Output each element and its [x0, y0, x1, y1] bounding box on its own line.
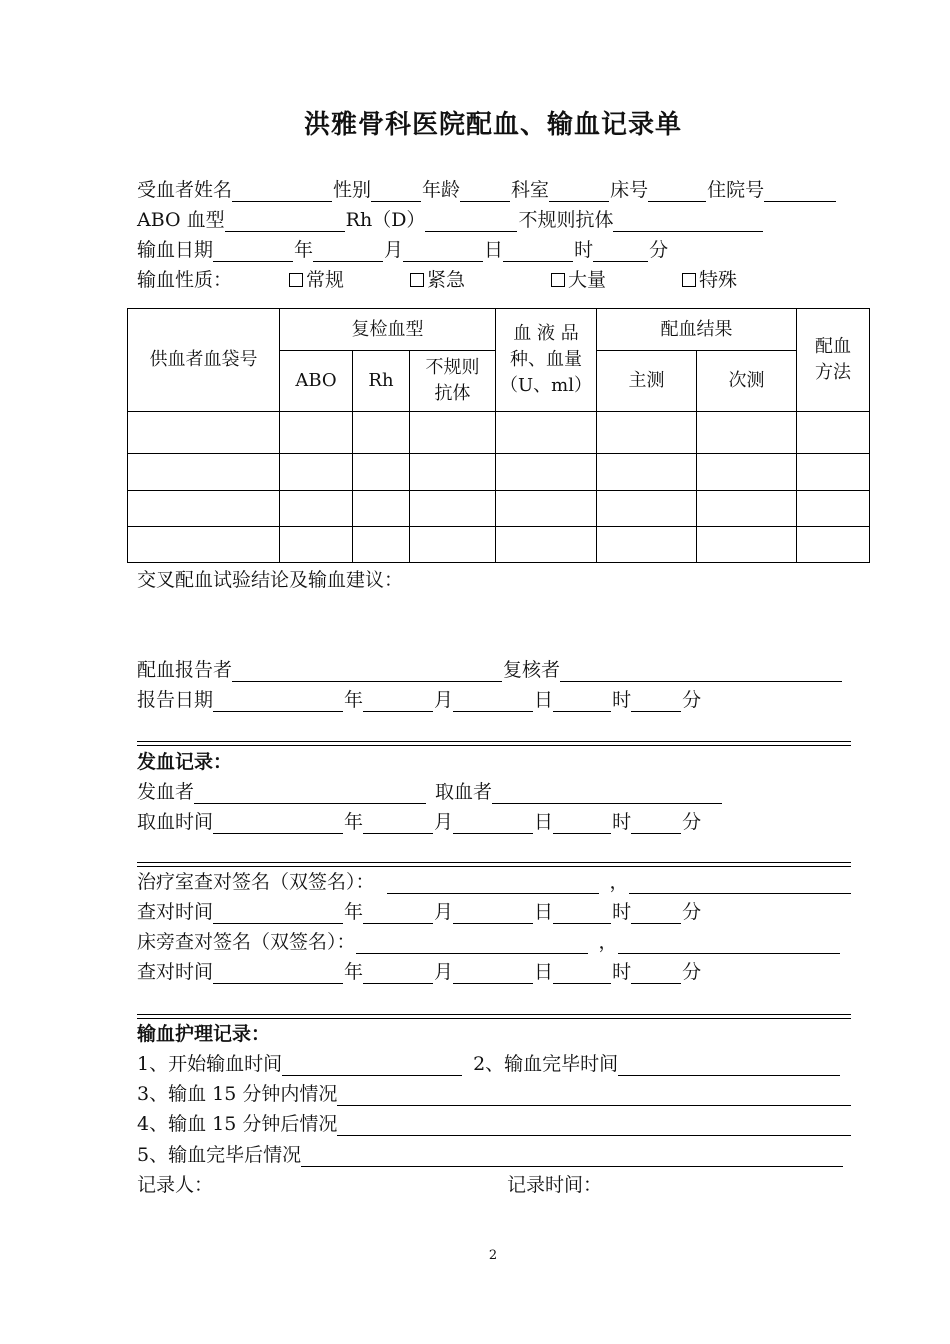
month-unit: 月 — [434, 961, 454, 983]
report-date-label: 报告日期 — [137, 689, 214, 711]
table-cell[interactable] — [128, 527, 280, 563]
table-cell[interactable] — [410, 412, 496, 454]
day-field[interactable] — [403, 241, 483, 262]
hour-unit: 时 — [612, 811, 632, 833]
match-method-header — [797, 309, 870, 412]
year-unit: 年 — [344, 901, 364, 923]
report-month-field[interactable] — [363, 691, 433, 712]
check-time-label: 查对时间 — [137, 901, 214, 923]
table-cell[interactable] — [128, 491, 280, 527]
day-unit: 日 — [534, 811, 554, 833]
section-divider — [137, 862, 851, 867]
emergency-option-label: 紧急 — [427, 269, 466, 291]
table-cell[interactable] — [797, 412, 870, 454]
minute-unit: 分 — [649, 239, 669, 261]
blood-product-header — [496, 309, 597, 412]
hour-unit: 时 — [612, 901, 632, 923]
transfusion-start-end-row — [137, 1052, 841, 1076]
page-number: 2 — [488, 1248, 498, 1263]
table-cell[interactable] — [797, 454, 870, 491]
minor-header: 次测 — [697, 351, 797, 412]
check-day-field[interactable] — [453, 903, 533, 924]
sex-label: 性别 — [333, 179, 372, 201]
recorder-label: 记录人： — [137, 1174, 214, 1196]
blood-type-row — [137, 208, 764, 232]
day-unit: 日 — [534, 689, 554, 711]
reviewer-label: 复核者 — [503, 659, 561, 681]
table-cell[interactable] — [697, 412, 797, 454]
table-cell[interactable] — [597, 527, 697, 563]
blood-product-line2: 种、血量 — [510, 349, 583, 370]
table-cell[interactable] — [353, 527, 410, 563]
report-day-field[interactable] — [453, 691, 533, 712]
minute-unit: 分 — [682, 689, 702, 711]
minute-field[interactable] — [593, 241, 648, 262]
admission-label: 住院号 — [707, 179, 765, 201]
record-time-label: 记录时间： — [507, 1174, 603, 1196]
month-unit: 月 — [384, 239, 404, 261]
within-15-row — [137, 1082, 852, 1106]
end-time-label: 2、输血完毕时间 — [473, 1053, 619, 1075]
treatment-check-label: 治疗室查对签名（双签名）： — [137, 871, 375, 893]
reporter-label: 配血报告者 — [137, 659, 233, 681]
transfusion-nature-label: 输血性质： — [137, 269, 233, 291]
bedside-year-field[interactable] — [213, 963, 343, 984]
table-row — [128, 454, 870, 491]
section-divider — [137, 741, 851, 746]
match-result-header: 配血结果 — [597, 309, 797, 351]
issuer-field[interactable] — [194, 783, 426, 804]
after-15-field[interactable] — [337, 1115, 851, 1136]
reviewer-field[interactable] — [560, 661, 842, 682]
conclusion-label: 交叉配血试验结论及输血建议： — [137, 569, 404, 591]
bedside-day-field[interactable] — [453, 963, 533, 984]
bedside-check-time-row — [137, 960, 701, 984]
table-cell[interactable] — [128, 412, 280, 454]
treatment-signature-2[interactable] — [629, 873, 851, 894]
minute-unit: 分 — [682, 961, 702, 983]
start-time-field[interactable] — [282, 1055, 462, 1076]
month-unit: 月 — [434, 689, 454, 711]
month-unit: 月 — [434, 811, 454, 833]
check-month-field[interactable] — [363, 903, 433, 924]
report-year-field[interactable] — [213, 691, 343, 712]
minute-unit: 分 — [682, 901, 702, 923]
year-field[interactable] — [213, 241, 293, 262]
table-row — [128, 527, 870, 563]
after-15-label: 4、输血 15 分钟后情况 — [137, 1113, 338, 1135]
hour-unit: 时 — [574, 239, 594, 261]
table-cell[interactable] — [280, 454, 353, 491]
table-cell[interactable] — [353, 412, 410, 454]
within-15-label: 3、输血 15 分钟内情况 — [137, 1083, 338, 1105]
table-cell[interactable] — [280, 412, 353, 454]
table-cell[interactable] — [410, 454, 496, 491]
routine-option-label: 常规 — [306, 269, 345, 291]
issue-heading: 发血记录： — [137, 751, 233, 773]
admission-field[interactable] — [764, 181, 836, 202]
table-cell[interactable] — [797, 491, 870, 527]
treatment-signature-1[interactable] — [387, 873, 599, 894]
rh-field[interactable] — [425, 211, 517, 232]
issue-hour-field[interactable] — [553, 813, 611, 834]
bedside-signature-1[interactable] — [356, 933, 588, 954]
crossmatch-table — [127, 308, 870, 563]
irregular-header — [410, 351, 496, 412]
bedside-minute-field[interactable] — [631, 963, 681, 984]
table-cell[interactable] — [410, 491, 496, 527]
table-cell[interactable] — [128, 454, 280, 491]
patient-name-field[interactable] — [232, 181, 332, 202]
day-unit: 日 — [534, 961, 554, 983]
table-cell[interactable] — [697, 527, 797, 563]
irregular-label: 不规则抗体 — [518, 209, 614, 231]
abo-header: ABO — [280, 351, 353, 412]
table-cell[interactable] — [496, 491, 597, 527]
transfusion-date-label: 输血日期 — [137, 239, 214, 261]
rh-header: Rh — [353, 351, 410, 412]
match-method-line1: 配血 — [815, 336, 852, 357]
bedside-check-label: 床旁查对签名（双签名）： — [137, 931, 356, 953]
irregular-line2: 抗体 — [434, 383, 471, 404]
table-cell[interactable] — [797, 527, 870, 563]
month-unit: 月 — [434, 901, 454, 923]
table-cell[interactable] — [597, 491, 697, 527]
table-row — [128, 412, 870, 454]
match-method-line2: 方法 — [815, 362, 852, 383]
day-unit: 日 — [484, 239, 504, 261]
minute-unit: 分 — [682, 811, 702, 833]
table-cell[interactable] — [496, 454, 597, 491]
issue-year-field[interactable] — [213, 813, 343, 834]
dept-label: 科室 — [511, 179, 550, 201]
sex-field[interactable] — [371, 181, 421, 202]
signature-separator: ， — [598, 931, 618, 953]
year-unit: 年 — [344, 961, 364, 983]
year-unit: 年 — [294, 239, 314, 261]
issue-day-field[interactable] — [453, 813, 533, 834]
issue-minute-field[interactable] — [631, 813, 681, 834]
hour-unit: 时 — [612, 689, 632, 711]
report-date-row — [137, 688, 701, 712]
table-cell[interactable] — [496, 527, 597, 563]
month-field[interactable] — [313, 241, 383, 262]
start-time-label: 1、开始输血时间 — [137, 1053, 283, 1075]
receiver-label: 取血者 — [435, 781, 493, 803]
after-complete-label: 5、输血完毕后情况 — [137, 1144, 302, 1166]
transfusion-nature-row — [137, 268, 737, 292]
document-title: 洪雅骨科医院配血、输血记录单 — [303, 110, 682, 140]
table-cell[interactable] — [697, 491, 797, 527]
patient-info-row — [137, 178, 837, 202]
treatment-check-row — [137, 870, 852, 894]
bed-field[interactable] — [648, 181, 706, 202]
table-cell[interactable] — [353, 454, 410, 491]
irregular-field[interactable] — [613, 211, 763, 232]
reporter-row — [137, 658, 843, 682]
issue-time-row — [137, 810, 701, 834]
within-15-field[interactable] — [337, 1085, 851, 1106]
age-field[interactable] — [460, 181, 510, 202]
dept-field[interactable] — [549, 181, 609, 202]
bed-label: 床号 — [610, 179, 649, 201]
table-cell[interactable] — [280, 491, 353, 527]
major-header: 主测 — [597, 351, 697, 412]
blood-product-line1: 血 液 品 — [513, 323, 579, 344]
special-option-label: 特殊 — [699, 269, 738, 291]
recheck-header: 复检血型 — [280, 309, 496, 351]
year-unit: 年 — [344, 811, 364, 833]
treatment-check-time-row — [137, 900, 701, 924]
recorder-row — [137, 1173, 602, 1197]
table-cell[interactable] — [280, 527, 353, 563]
year-unit: 年 — [344, 689, 364, 711]
hour-unit: 时 — [612, 961, 632, 983]
report-minute-field[interactable] — [631, 691, 681, 712]
transfusion-date-row — [137, 238, 668, 262]
check-year-field[interactable] — [213, 903, 343, 924]
reporter-field[interactable] — [232, 661, 502, 682]
routine-checkbox[interactable] — [289, 273, 303, 287]
day-unit: 日 — [534, 901, 554, 923]
section-divider — [137, 1014, 851, 1019]
issue-month-field[interactable] — [363, 813, 433, 834]
massive-checkbox[interactable] — [551, 273, 565, 287]
bedside-check-row — [137, 930, 841, 954]
table-cell[interactable] — [496, 412, 597, 454]
table-cell[interactable] — [597, 454, 697, 491]
table-cell[interactable] — [353, 491, 410, 527]
donor-bag-header: 供血者血袋号 — [128, 309, 280, 412]
bedside-hour-field[interactable] — [553, 963, 611, 984]
special-checkbox[interactable] — [682, 273, 696, 287]
bedside-month-field[interactable] — [363, 963, 433, 984]
nursing-heading: 输血护理记录： — [137, 1023, 271, 1045]
abo-field[interactable] — [225, 211, 345, 232]
irregular-line1: 不规则 — [425, 357, 480, 378]
abo-label: ABO 血型 — [137, 209, 225, 231]
check-minute-field[interactable] — [631, 903, 681, 924]
table-cell[interactable] — [697, 454, 797, 491]
signature-separator: ， — [609, 871, 629, 893]
issuer-row — [137, 780, 723, 804]
check-hour-field[interactable] — [553, 903, 611, 924]
table-row — [128, 491, 870, 527]
check-time-label: 查对时间 — [137, 961, 214, 983]
table-cell[interactable] — [410, 527, 496, 563]
issue-time-label: 取血时间 — [137, 811, 214, 833]
after-complete-row — [137, 1143, 844, 1167]
blood-product-line3: （U、ml） — [500, 375, 593, 396]
massive-option-label: 大量 — [568, 269, 607, 291]
after-complete-field[interactable] — [301, 1146, 843, 1167]
rh-label: Rh（D） — [345, 209, 426, 231]
table-cell[interactable] — [597, 412, 697, 454]
age-label: 年龄 — [422, 179, 461, 201]
end-time-field[interactable] — [618, 1055, 840, 1076]
issuer-label: 发血者 — [137, 781, 195, 803]
emergency-checkbox[interactable] — [410, 273, 424, 287]
patient-name-label: 受血者姓名 — [137, 179, 233, 201]
bedside-signature-2[interactable] — [618, 933, 840, 954]
receiver-field[interactable] — [492, 783, 722, 804]
after-15-row — [137, 1112, 852, 1136]
report-hour-field[interactable] — [553, 691, 611, 712]
hour-field[interactable] — [503, 241, 573, 262]
